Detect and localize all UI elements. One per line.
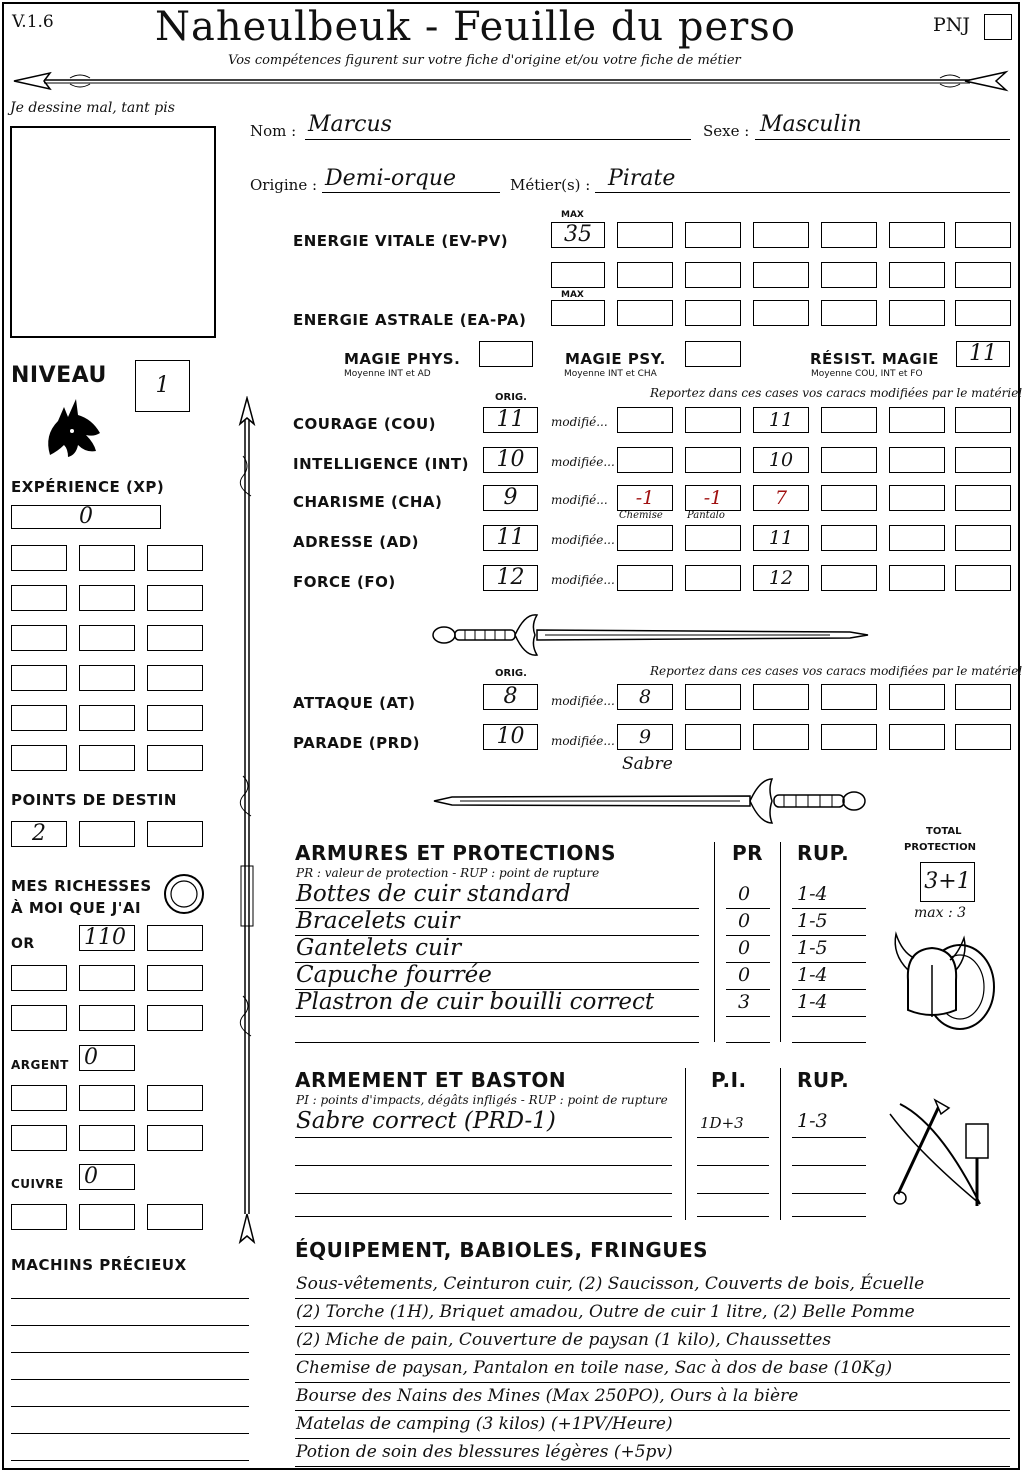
ev-max-label: MAX bbox=[561, 210, 584, 220]
combat-modified-cell[interactable] bbox=[753, 724, 809, 750]
stat-modified-cell[interactable] bbox=[685, 407, 741, 433]
stat-label: CHARISME (CHA) bbox=[293, 493, 443, 511]
equipement-line[interactable]: Sous-vêtements, Ceinturon cuir, (2) Saucisson, Couverts de bois, Écuelle bbox=[296, 1274, 925, 1294]
ev-cell[interactable] bbox=[753, 262, 809, 288]
arme-rup[interactable]: 1-3 bbox=[797, 1110, 828, 1132]
armure-pr[interactable]: 3 bbox=[738, 991, 751, 1013]
ev-label: ENERGIE VITALE (EV-PV) bbox=[293, 232, 509, 250]
armement-rup-header: RUP. bbox=[797, 1068, 850, 1092]
destin-box[interactable] bbox=[79, 821, 135, 847]
origine-value[interactable]: Demi-orque bbox=[325, 166, 457, 191]
ev-cell[interactable] bbox=[955, 262, 1011, 288]
richesses-label: MES RICHESSES bbox=[11, 877, 152, 895]
magie-psy-label: MAGIE PSY. bbox=[565, 350, 666, 368]
stat-orig-box[interactable]: 11 bbox=[483, 407, 538, 433]
stat-modified-cell[interactable]: -1 bbox=[617, 485, 673, 511]
row-rule bbox=[697, 1193, 769, 1194]
row-rule bbox=[792, 1042, 866, 1043]
ea-max-label: MAX bbox=[561, 290, 584, 300]
equipement-line[interactable]: Bourse des Nains des Mines (Max 250PO), Ours à la bière bbox=[296, 1386, 799, 1406]
or-box[interactable] bbox=[79, 1005, 135, 1031]
armure-name[interactable]: Bottes de cuir standard bbox=[296, 881, 571, 907]
ev-cell[interactable] bbox=[821, 262, 877, 288]
richesses-label-2: À MOI QUE J'AI bbox=[11, 899, 142, 917]
xp-box[interactable] bbox=[11, 745, 67, 771]
stat-modified-cell[interactable] bbox=[821, 525, 877, 551]
stat-modified-cell[interactable] bbox=[955, 447, 1011, 473]
nom-label: Nom : bbox=[250, 122, 297, 140]
xp-box[interactable] bbox=[79, 585, 135, 611]
orig-label: ORIG. bbox=[495, 392, 527, 403]
combat-modified-cell[interactable] bbox=[685, 684, 741, 710]
stat-orig-box[interactable]: 12 bbox=[483, 565, 538, 591]
combat-modifie-label: modifiée... bbox=[551, 694, 615, 708]
row-rule bbox=[697, 1216, 769, 1217]
destin-box[interactable] bbox=[147, 821, 203, 847]
stat-modified-cell[interactable] bbox=[821, 407, 877, 433]
armures-note: PR : valeur de protection - RUP : point de rupture bbox=[296, 866, 600, 880]
armement-title: ARMEMENT ET BASTON bbox=[295, 1068, 567, 1092]
combat-modified-cell[interactable] bbox=[955, 684, 1011, 710]
equipement-line[interactable]: Potion de soin des blessures légères (+5pv) bbox=[296, 1442, 673, 1462]
stat-modified-cell[interactable]: -1 bbox=[685, 485, 741, 511]
weapons-icon bbox=[880, 1094, 998, 1214]
row-rule bbox=[792, 962, 866, 963]
magie-psy-box[interactable] bbox=[685, 341, 741, 367]
combat-modified-cell[interactable] bbox=[955, 724, 1011, 750]
combat-modified-cell[interactable] bbox=[821, 724, 877, 750]
row-rule bbox=[792, 1137, 866, 1138]
cuivre-box[interactable] bbox=[147, 1204, 203, 1230]
resist-magie-label: RÉSIST. MAGIE bbox=[810, 350, 940, 368]
combat-modified-cell[interactable] bbox=[685, 724, 741, 750]
combat-modified-cell[interactable] bbox=[889, 724, 945, 750]
equipement-line[interactable]: (2) Torche (1H), Briquet amadou, Outre de cuir 1 litre, (2) Belle Pomme bbox=[296, 1302, 915, 1322]
argent-box[interactable] bbox=[147, 1125, 203, 1151]
stat-modified-cell[interactable]: 12 bbox=[753, 565, 809, 591]
armures-rup-header: RUP. bbox=[797, 841, 850, 865]
row-rule bbox=[295, 1193, 672, 1194]
ev-cell[interactable] bbox=[551, 262, 605, 288]
metier-value[interactable]: Pirate bbox=[608, 166, 676, 191]
magie-psy-note: Moyenne INT et CHA bbox=[564, 369, 657, 379]
argent-label: ARGENT bbox=[11, 1058, 69, 1072]
destin-box[interactable]: 2 bbox=[11, 821, 67, 847]
ev-cell[interactable] bbox=[889, 222, 945, 248]
armure-rup[interactable]: 1-5 bbox=[797, 910, 828, 932]
stat-modified-cell[interactable] bbox=[889, 407, 945, 433]
stat-modified-cell[interactable] bbox=[889, 525, 945, 551]
row-rule bbox=[792, 908, 866, 909]
ea-cell[interactable] bbox=[955, 300, 1011, 326]
stat-modifie-label: modifiée... bbox=[551, 533, 615, 547]
stat-modified-cell[interactable] bbox=[821, 565, 877, 591]
cuivre-label: CUIVRE bbox=[11, 1177, 64, 1191]
sexe-value[interactable]: Masculin bbox=[760, 112, 862, 137]
or-box[interactable] bbox=[147, 1005, 203, 1031]
ev-cell[interactable] bbox=[617, 262, 673, 288]
page-subtitle: Vos compétences figurent sur votre fiche d'origine et/ou votre fiche de métier bbox=[228, 53, 741, 68]
stat-modified-cell[interactable] bbox=[889, 485, 945, 511]
or-box[interactable] bbox=[79, 965, 135, 991]
combat-cell-note: Sabre bbox=[622, 754, 673, 774]
niveau-label: NIVEAU bbox=[11, 363, 107, 388]
stat-orig-box[interactable]: 10 bbox=[483, 447, 538, 473]
xp-box[interactable] bbox=[79, 745, 135, 771]
equipement-line[interactable]: Chemise de paysan, Pantalon en toile nase, Sac à dos de base (10Kg) bbox=[296, 1358, 893, 1378]
stat-modified-cell[interactable]: 11 bbox=[753, 525, 809, 551]
xp-box[interactable] bbox=[147, 585, 203, 611]
magie-phys-note: Moyenne INT et AD bbox=[344, 369, 431, 379]
combat-modifie-label: modifiée... bbox=[551, 734, 615, 748]
stat-modifie-label: modifié... bbox=[551, 493, 608, 507]
armure-rup[interactable]: 1-4 bbox=[797, 991, 828, 1013]
row-rule bbox=[295, 1042, 699, 1043]
equipement-title: ÉQUIPEMENT, BABIOLES, FRINGUES bbox=[295, 1238, 709, 1262]
row-rule bbox=[295, 1438, 1010, 1439]
argent-box[interactable] bbox=[79, 1085, 135, 1111]
stat-modified-cell[interactable] bbox=[685, 447, 741, 473]
row-rule bbox=[295, 1410, 1010, 1411]
row-rule bbox=[792, 1193, 866, 1194]
ev-max-box[interactable]: 35 bbox=[551, 222, 605, 248]
xp-box[interactable] bbox=[79, 545, 135, 571]
row-rule bbox=[295, 1165, 672, 1166]
combat-modified-cell[interactable]: 8 bbox=[617, 684, 673, 710]
stat-cell-note: Pantalo bbox=[687, 510, 725, 521]
row-rule bbox=[295, 1137, 672, 1138]
stat-modified-cell[interactable] bbox=[685, 525, 741, 551]
sword-icon bbox=[430, 776, 870, 826]
xp-box[interactable] bbox=[11, 705, 67, 731]
stat-modified-cell[interactable] bbox=[955, 525, 1011, 551]
magie-phys-label: MAGIE PHYS. bbox=[344, 350, 461, 368]
combat-modified-cell[interactable] bbox=[889, 684, 945, 710]
xp-box[interactable] bbox=[79, 705, 135, 731]
stat-label: COURAGE (COU) bbox=[293, 415, 437, 433]
ea-max-box[interactable] bbox=[551, 300, 605, 326]
equipement-line[interactable]: (2) Miche de pain, Couverture de paysan (1 kilo), Chaussettes bbox=[296, 1330, 832, 1350]
combat-modified-cell[interactable] bbox=[753, 684, 809, 710]
stat-cell-note: Chemise bbox=[619, 510, 663, 521]
portrait-caption: Je dessine mal, tant pis bbox=[10, 100, 175, 116]
armures-title: ARMURES ET PROTECTIONS bbox=[295, 841, 616, 865]
row-rule bbox=[295, 1354, 1010, 1355]
combat-modified-cell[interactable] bbox=[821, 684, 877, 710]
stat-modified-cell[interactable] bbox=[617, 407, 673, 433]
stat-orig-box[interactable]: 9 bbox=[483, 485, 538, 511]
argent-box[interactable] bbox=[11, 1085, 67, 1111]
armure-name[interactable]: Gantelets cuir bbox=[296, 935, 462, 961]
stat-modifie-label: modifié... bbox=[551, 415, 608, 429]
combat-report-note: Reportez dans ces cases vos caracs modifiées par le matériel bbox=[650, 664, 1023, 678]
argent-box[interactable] bbox=[79, 1125, 135, 1151]
resist-magie-note: Moyenne COU, INT et FO bbox=[811, 369, 923, 379]
stat-modified-cell[interactable] bbox=[955, 407, 1011, 433]
total-protection-max: max : 3 bbox=[914, 905, 967, 921]
stat-modified-cell[interactable] bbox=[617, 447, 673, 473]
armure-name[interactable]: Bracelets cuir bbox=[296, 908, 460, 934]
row-rule bbox=[295, 1216, 672, 1217]
stat-modified-cell[interactable]: 11 bbox=[753, 407, 809, 433]
stat-modified-cell[interactable] bbox=[617, 565, 673, 591]
arme-name[interactable]: Sabre correct (PRD-1) bbox=[296, 1108, 556, 1134]
or-box[interactable] bbox=[11, 965, 67, 991]
helmet-shield-icon bbox=[888, 925, 1000, 1035]
ev-cell[interactable] bbox=[617, 222, 673, 248]
total-protection-label: TOTAL bbox=[926, 826, 962, 837]
or-box[interactable] bbox=[147, 965, 203, 991]
row-rule bbox=[726, 989, 770, 990]
ev-cell[interactable] bbox=[889, 262, 945, 288]
version-label: V.1.6 bbox=[12, 12, 54, 32]
stat-modified-cell[interactable] bbox=[821, 447, 877, 473]
sexe-label: Sexe : bbox=[703, 122, 750, 140]
combat-orig-label: ORIG. bbox=[495, 668, 527, 679]
xp-box[interactable] bbox=[79, 665, 135, 691]
armure-name[interactable]: Capuche fourrée bbox=[296, 962, 492, 988]
row-rule bbox=[726, 1042, 770, 1043]
page-title: Naheulbeuk - Feuille du perso bbox=[155, 4, 796, 50]
combat-label: ATTAQUE (AT) bbox=[293, 694, 416, 712]
combat-orig-box[interactable]: 8 bbox=[483, 684, 538, 710]
argent-box[interactable] bbox=[147, 1085, 203, 1111]
cuivre-box[interactable] bbox=[79, 1204, 135, 1230]
equipement-line[interactable]: Matelas de camping (3 kilos) (+1PV/Heure) bbox=[296, 1414, 673, 1434]
magie-phys-box[interactable] bbox=[479, 341, 533, 367]
row-rule bbox=[792, 1165, 866, 1166]
dragon-icon bbox=[40, 395, 108, 465]
armures-pr-header: PR bbox=[732, 841, 764, 865]
ev-cell[interactable] bbox=[955, 222, 1011, 248]
pnj-checkbox[interactable] bbox=[984, 14, 1012, 40]
experience-label: EXPÉRIENCE (XP) bbox=[11, 478, 165, 496]
or-label: OR bbox=[11, 936, 35, 952]
or-box[interactable] bbox=[147, 925, 203, 951]
stat-modified-cell[interactable]: 10 bbox=[753, 447, 809, 473]
pnj-label: PNJ bbox=[933, 14, 971, 36]
armement-note: PI : points d'impacts, dégâts infligés - RUP : point de rupture bbox=[296, 1093, 668, 1107]
xp-box[interactable] bbox=[147, 745, 203, 771]
row-rule bbox=[295, 1326, 1010, 1327]
ea-cell[interactable] bbox=[889, 300, 945, 326]
ev-cell[interactable] bbox=[821, 222, 877, 248]
coin-icon bbox=[162, 872, 206, 916]
row-rule bbox=[295, 1382, 1010, 1383]
row-rule bbox=[295, 1466, 1010, 1467]
argent-box[interactable] bbox=[11, 1125, 67, 1151]
spear-icon bbox=[232, 396, 262, 1246]
armure-pr[interactable]: 0 bbox=[738, 910, 751, 932]
stat-modified-cell[interactable] bbox=[889, 565, 945, 591]
destin-label: POINTS DE DESTIN bbox=[11, 791, 177, 809]
nom-value[interactable]: Marcus bbox=[308, 112, 392, 137]
combat-label: PARADE (PRD) bbox=[293, 734, 421, 752]
stat-modified-cell[interactable] bbox=[821, 485, 877, 511]
stat-modified-cell[interactable] bbox=[685, 565, 741, 591]
or-box[interactable] bbox=[11, 1005, 67, 1031]
armure-pr[interactable]: 0 bbox=[738, 964, 751, 986]
ea-cell[interactable] bbox=[685, 300, 741, 326]
stat-modified-cell[interactable] bbox=[889, 447, 945, 473]
stat-orig-box[interactable]: 11 bbox=[483, 525, 538, 551]
combat-modified-cell[interactable]: 9 bbox=[617, 724, 673, 750]
row-rule bbox=[792, 1216, 866, 1217]
armure-name[interactable]: Plastron de cuir bouilli correct bbox=[296, 989, 655, 1015]
report-note: Reportez dans ces cases vos caracs modifiées par le matériel bbox=[650, 386, 1023, 400]
xp-box[interactable] bbox=[11, 585, 67, 611]
metier-label: Métier(s) : bbox=[510, 176, 591, 194]
xp-box[interactable] bbox=[11, 665, 67, 691]
origine-label: Origine : bbox=[250, 176, 318, 194]
stat-modified-cell[interactable] bbox=[617, 525, 673, 551]
armure-rup[interactable]: 1-5 bbox=[797, 937, 828, 959]
ev-cell[interactable] bbox=[753, 222, 809, 248]
stat-label: INTELLIGENCE (INT) bbox=[293, 455, 469, 473]
row-rule bbox=[792, 1016, 866, 1017]
xp-box[interactable] bbox=[147, 705, 203, 731]
niveau-box[interactable]: 1 bbox=[135, 360, 190, 412]
argent-box[interactable]: 0 bbox=[79, 1045, 135, 1071]
xp-box[interactable] bbox=[79, 625, 135, 651]
row-rule bbox=[726, 935, 770, 936]
row-rule bbox=[697, 1137, 769, 1138]
total-protection-box[interactable]: 3+1 bbox=[920, 862, 975, 902]
xp-box[interactable] bbox=[147, 545, 203, 571]
xp-box[interactable] bbox=[11, 545, 67, 571]
stat-modified-cell[interactable] bbox=[955, 485, 1011, 511]
or-box[interactable]: 110 bbox=[79, 925, 135, 951]
xp-box[interactable] bbox=[147, 625, 203, 651]
sword-icon bbox=[430, 612, 870, 658]
armure-pr[interactable]: 0 bbox=[738, 883, 751, 905]
xp-box[interactable] bbox=[11, 625, 67, 651]
row-rule bbox=[726, 908, 770, 909]
armure-rup[interactable]: 1-4 bbox=[797, 883, 828, 905]
row-rule bbox=[697, 1165, 769, 1166]
cuivre-box[interactable]: 0 bbox=[79, 1164, 135, 1190]
ea-cell[interactable] bbox=[821, 300, 877, 326]
spear-divider-icon bbox=[10, 68, 1010, 94]
ev-cell[interactable] bbox=[685, 262, 741, 288]
row-rule bbox=[726, 1016, 770, 1017]
stat-modified-cell[interactable]: 7 bbox=[753, 485, 809, 511]
ea-label: ENERGIE ASTRALE (EA-PA) bbox=[293, 311, 527, 329]
combat-orig-box[interactable]: 10 bbox=[483, 724, 538, 750]
ea-cell[interactable] bbox=[617, 300, 673, 326]
stat-modified-cell[interactable] bbox=[955, 565, 1011, 591]
armement-pi-header: P.I. bbox=[711, 1068, 747, 1092]
row-rule bbox=[792, 989, 866, 990]
row-rule bbox=[295, 1016, 699, 1017]
portrait-box[interactable] bbox=[10, 126, 216, 338]
ea-cell[interactable] bbox=[753, 300, 809, 326]
machins-label: MACHINS PRÉCIEUX bbox=[11, 1256, 187, 1274]
arme-pi[interactable]: 1D+3 bbox=[700, 1114, 744, 1132]
stat-modifie-label: modifiée... bbox=[551, 573, 615, 587]
ev-cell[interactable] bbox=[685, 222, 741, 248]
cuivre-box[interactable] bbox=[11, 1204, 67, 1230]
xp-box[interactable] bbox=[147, 665, 203, 691]
resist-magie-box[interactable]: 11 bbox=[956, 341, 1010, 367]
armure-pr[interactable]: 0 bbox=[738, 937, 751, 959]
total-protection-label-2: PROTECTION bbox=[904, 842, 976, 853]
stat-modifie-label: modifiée... bbox=[551, 455, 615, 469]
experience-box[interactable]: 0 bbox=[11, 505, 161, 529]
row-rule bbox=[295, 1298, 1010, 1299]
row-rule bbox=[726, 962, 770, 963]
armure-rup[interactable]: 1-4 bbox=[797, 964, 828, 986]
row-rule bbox=[792, 935, 866, 936]
stat-label: FORCE (FO) bbox=[293, 573, 396, 591]
stat-label: ADRESSE (AD) bbox=[293, 533, 420, 551]
